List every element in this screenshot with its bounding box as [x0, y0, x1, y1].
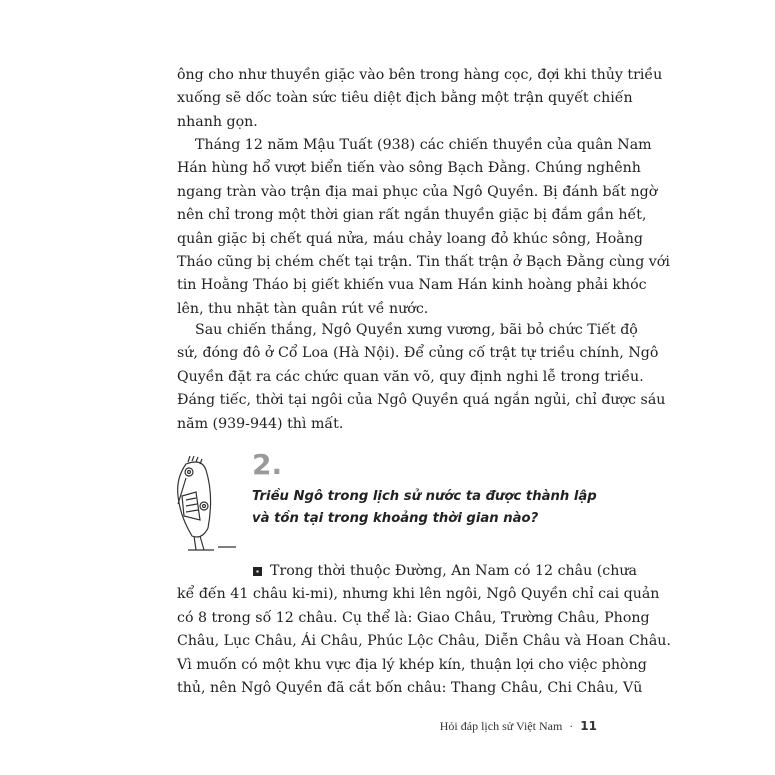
text-line: lên, thu nhặt tàn quân rút về nước.	[177, 300, 429, 317]
footer-separator: ·	[569, 719, 574, 733]
paragraph-2	[177, 134, 670, 321]
text-line: nên chỉ trong một thời gian rất ngắn thuyền giặc bị đắm gần hết,	[177, 207, 647, 224]
answer-paragraph	[177, 560, 671, 700]
answer-line: Trong thời thuộc Đường, An Nam có 12 châu (chưa	[270, 563, 637, 579]
question-number: 2.	[252, 448, 283, 481]
text-line: Quyền đặt ra các chức quan văn võ, quy định nghi lễ trong triều.	[177, 368, 644, 385]
question-line: và tồn tại trong khoảng thời gian nào?	[252, 511, 539, 526]
text-line: tin Hoằng Tháo bị giết khiến vua Nam Hán kinh hoàng phải khóc	[177, 277, 647, 294]
page-footer	[440, 719, 597, 734]
text-line: có 8 trong số 12 châu. Cụ thể là: Giao Châu, Trường Châu, Phong	[177, 609, 650, 626]
text-line: ngang tràn vào trận địa mai phục của Ngô Quyền. Bị đánh bất ngờ	[177, 183, 658, 200]
text-line: Vì muốn có một khu vực địa lý khép kín, thuận lợi cho việc phòng	[177, 656, 647, 673]
text-line: ông cho như thuyền giặc vào bên trong hàng cọc, đợi khi thủy triều	[177, 67, 663, 83]
text-line: Đáng tiếc, thời tại ngôi của Ngô Quyền quá ngắn ngủi, chỉ được sáu	[177, 392, 666, 409]
bird-illustration-icon	[174, 456, 238, 556]
text-line: Châu, Lục Châu, Ái Châu, Phúc Lộc Châu, Diễn Châu và Hoan Châu.	[177, 633, 671, 650]
square-bullet-icon	[253, 567, 262, 576]
question-title	[252, 486, 597, 530]
text-line: Tháng 12 năm Mậu Tuất (938) các chiến thuyền của quân Nam	[195, 137, 652, 153]
text-line: quân giặc bị chết quá nửa, máu chảy loang đỏ khúc sông, Hoằng	[177, 230, 643, 247]
text-line: Tháo cũng bị chém chết tại trận. Tin thất trận ở Bạch Đằng cùng với	[177, 253, 670, 270]
page-number: 11	[580, 719, 597, 733]
paragraph-3	[177, 319, 666, 436]
text-line: năm (939-944) thì mất.	[177, 415, 344, 432]
paragraph-1	[177, 64, 663, 134]
text-line: sứ, đóng đô ở Cổ Loa (Hà Nội). Để củng cố trật tự triều chính, Ngô	[177, 345, 659, 362]
text-line	[177, 560, 637, 583]
text-line: thủ, nên Ngô Quyền đã cắt bốn châu: Thang Châu, Chi Châu, Vũ	[177, 679, 643, 696]
text-line: kể đến 41 châu ki-mi), nhưng khi lên ngôi, Ngô Quyền chỉ cai quản	[177, 586, 660, 603]
text-line: xuống sẽ dốc toàn sức tiêu diệt địch bằng một trận quyết chiến	[177, 90, 633, 107]
text-line: Sau chiến thắng, Ngô Quyền xưng vương, bãi bỏ chức Tiết độ	[195, 322, 638, 338]
question-line: Triều Ngô trong lịch sử nước ta được thành lập	[252, 489, 597, 504]
text-line: nhanh gọn.	[177, 113, 258, 130]
text-line: Hán hùng hổ vượt biển tiến vào sông Bạch Đằng. Chúng nghênh	[177, 160, 641, 177]
book-title: Hỏi đáp lịch sử Việt Nam	[439, 719, 563, 733]
